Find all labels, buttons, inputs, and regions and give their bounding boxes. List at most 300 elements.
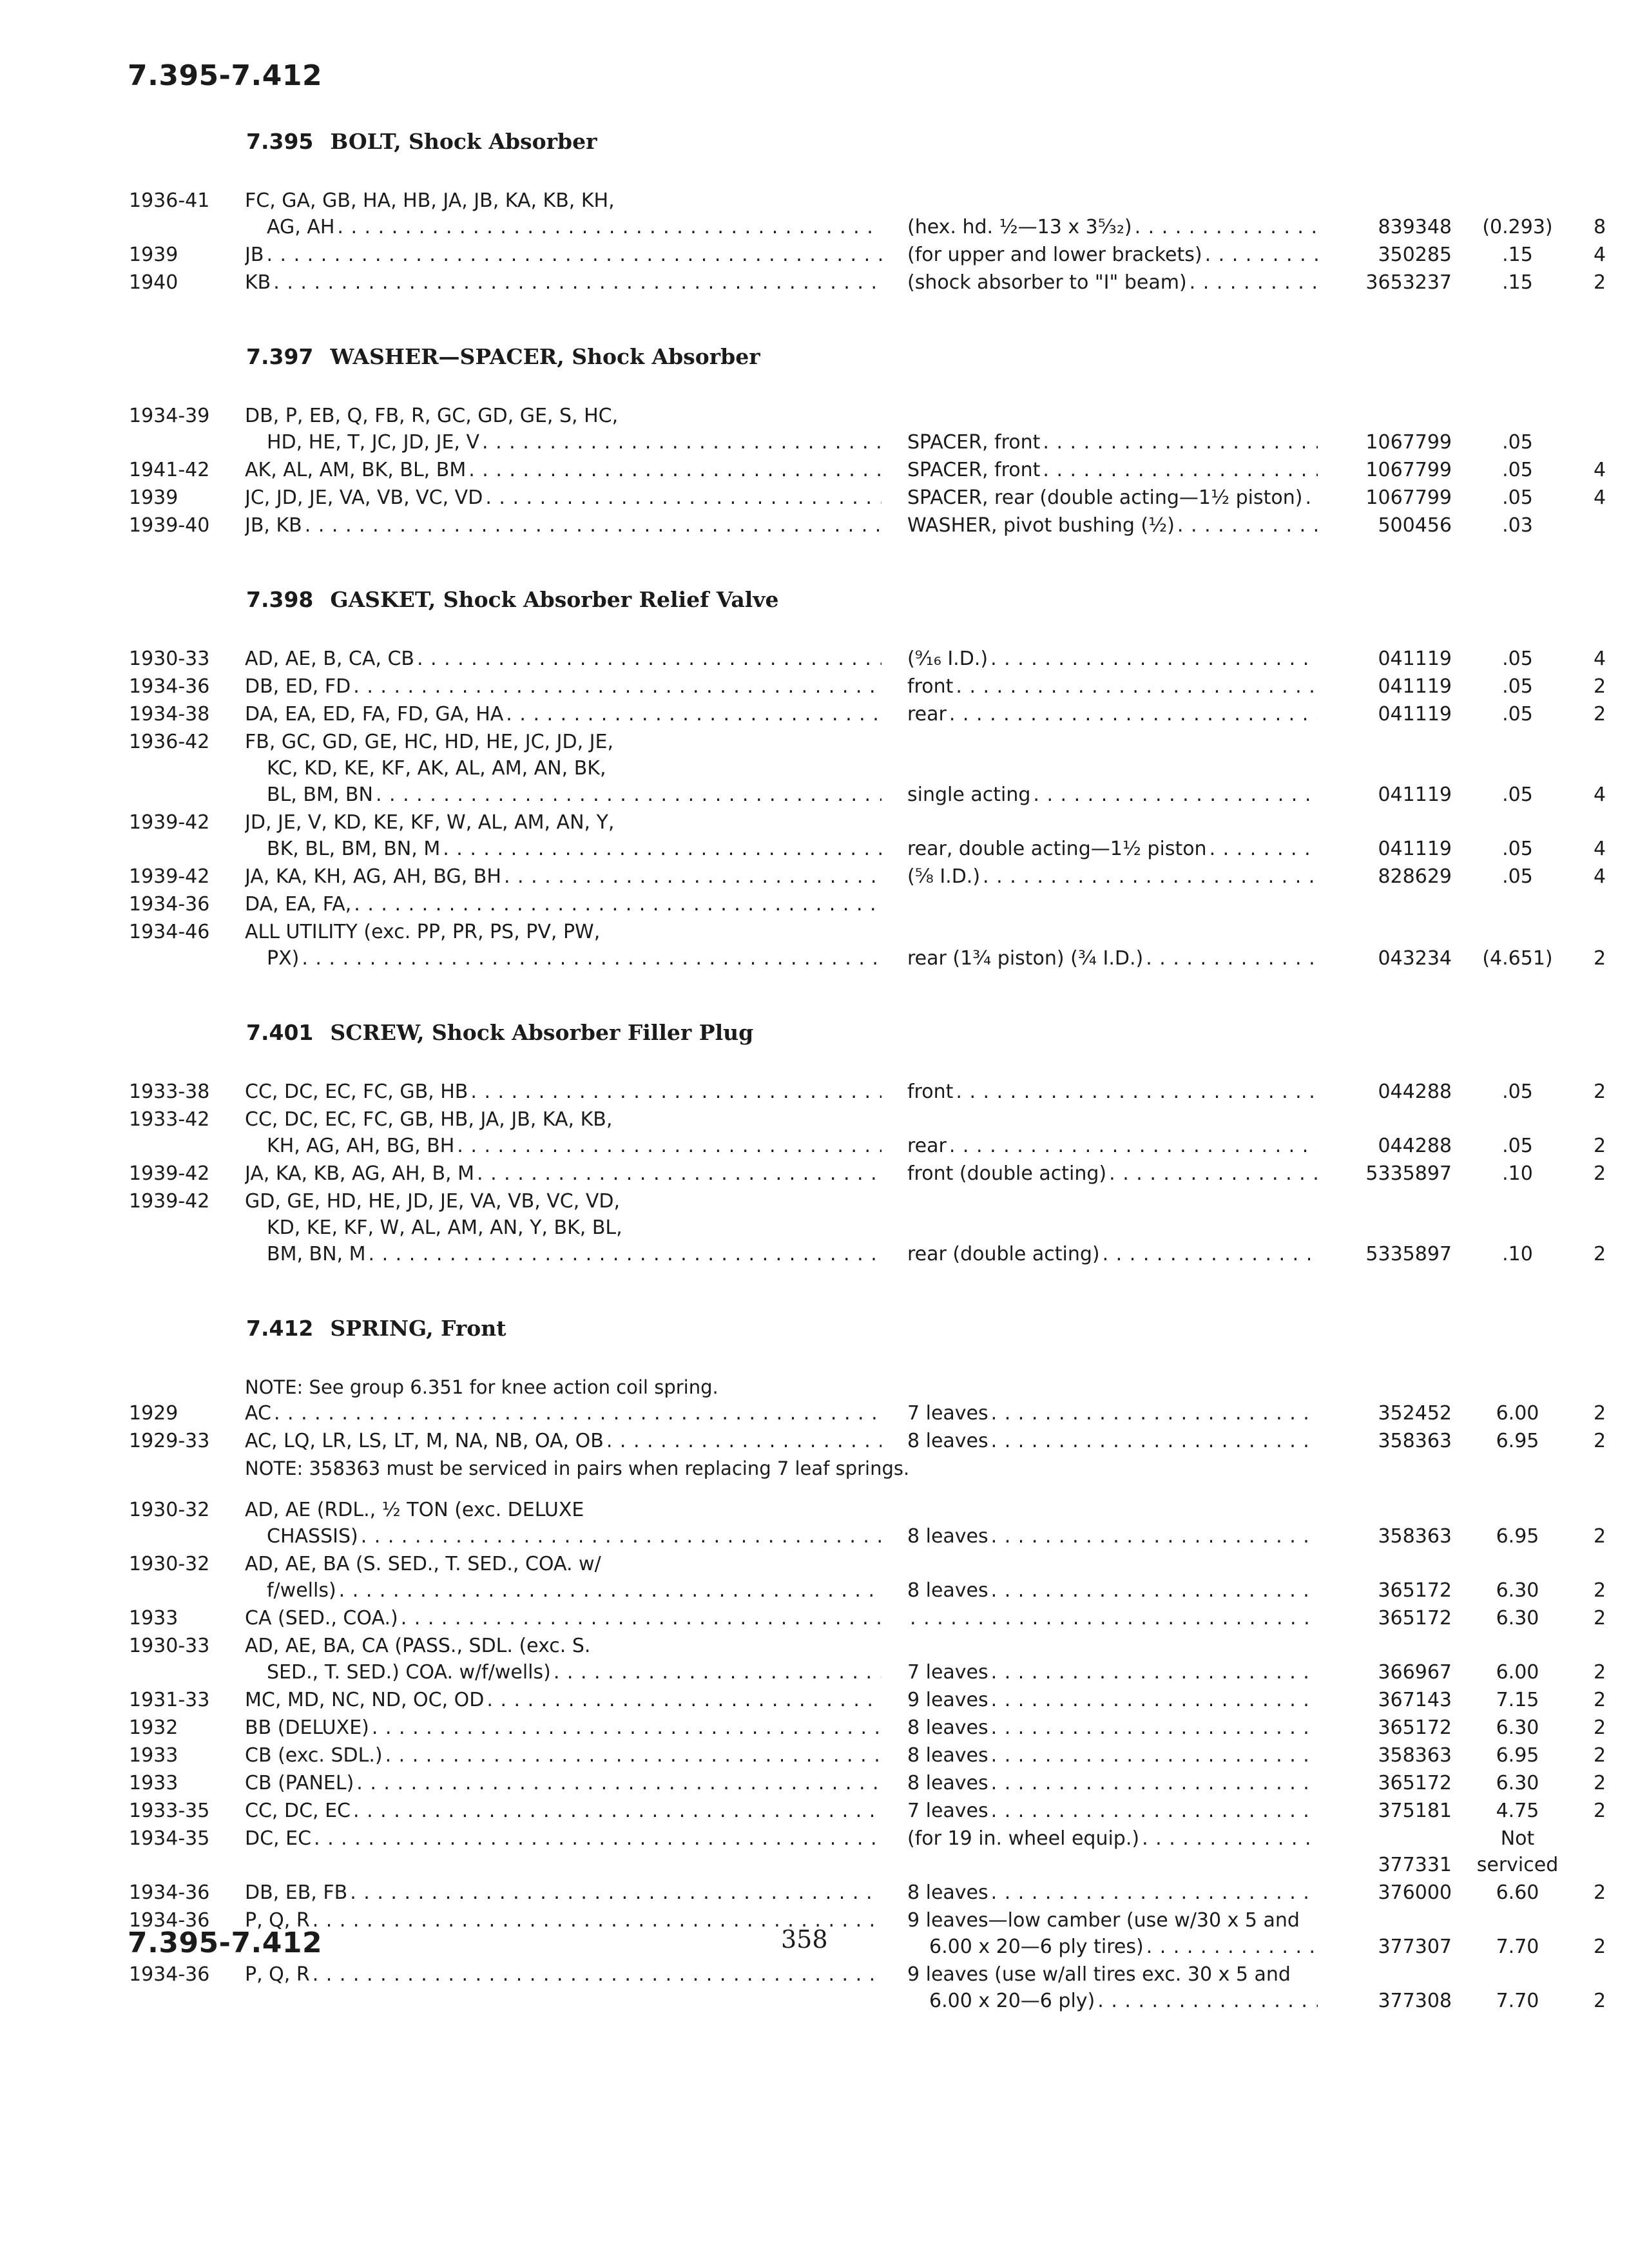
blank-line: [907, 755, 1318, 782]
line: [245, 1215, 882, 1241]
leader-dots: [1202, 242, 1318, 268]
part-number-cell: [1336, 863, 1466, 890]
leader-dots: [1040, 457, 1318, 483]
blank-line: [907, 187, 1318, 214]
leader-dots: [1139, 1825, 1318, 1852]
year-cell: 1929-33: [129, 1430, 210, 1452]
table-row: [129, 1961, 1629, 2014]
line: [245, 1523, 882, 1550]
line-text: SPACER, front: [907, 459, 1041, 481]
blank-line: [907, 1633, 1318, 1659]
table-row: [129, 1428, 1629, 1454]
line-text: 8 leaves: [907, 1716, 988, 1739]
description-cell: [907, 1188, 1336, 1267]
quantity: 2: [1593, 1881, 1606, 1904]
price-cell: [1466, 1633, 1569, 1686]
quantity-cell: [1569, 1742, 1629, 1769]
line: [907, 701, 1318, 727]
line: [245, 1241, 882, 1267]
line: [907, 1742, 1318, 1769]
quantity-cell: [1569, 1633, 1629, 1686]
year-cell: 1930-32: [129, 1499, 210, 1521]
part-number-cell: [1336, 891, 1466, 918]
section-heading: [246, 129, 1629, 154]
line-text: (hex. hd. ½—13 x 3⁵⁄₃₂): [907, 216, 1132, 238]
year-cell: 1932: [129, 1716, 178, 1739]
models-cell: [245, 1400, 907, 1427]
part-number: 041119: [1378, 703, 1452, 726]
price-cell: [1466, 1551, 1569, 1604]
description-cell: [907, 809, 1336, 862]
leader-dots: [953, 1079, 1318, 1105]
quantity: 2: [1593, 1744, 1606, 1767]
table-row: [129, 809, 1629, 862]
line: [907, 1687, 1318, 1713]
line-text: 8 leaves: [907, 1430, 988, 1452]
table-row: [129, 1825, 1629, 1878]
quantity: 2: [1593, 271, 1606, 294]
line-text: DB, EB, FB: [245, 1881, 348, 1904]
line-text: WASHER, pivot bushing (½): [907, 514, 1175, 537]
leader-dots: [366, 1241, 882, 1267]
quantity-cell: [1569, 1160, 1629, 1187]
line-text: DA, EA, ED, FA, FD, GA, HA: [245, 703, 504, 726]
year-cell: 1933-38: [129, 1081, 210, 1103]
quantity-cell: [1569, 1961, 1629, 2014]
price: .10: [1502, 1162, 1533, 1185]
line: [245, 1798, 882, 1824]
line-text: KD, KE, KF, W, AL, AM, AN, Y, BK, BL,: [267, 1216, 622, 1239]
quantity-cell: [1569, 1770, 1629, 1796]
table-row: [129, 1879, 1629, 1906]
line-text: 7 leaves: [907, 1800, 988, 1822]
line-text: CA (SED., COA.): [245, 1607, 398, 1629]
line-text: CC, DC, EC: [245, 1800, 351, 1822]
line: [907, 1907, 1318, 1934]
models-cell: [245, 1188, 907, 1267]
year-cell: 1933: [129, 1744, 178, 1767]
table-row: [129, 1605, 1629, 1631]
description-cell: [907, 269, 1336, 296]
price-cell: [1466, 1825, 1569, 1878]
description-cell: [907, 512, 1336, 539]
part-number: 839348: [1378, 216, 1452, 238]
year-cell: 1934-36: [129, 1963, 210, 1986]
line: [245, 1133, 882, 1159]
quantity: 2: [1593, 1402, 1606, 1425]
models-cell: [245, 646, 907, 672]
price-cell: [1466, 673, 1569, 700]
leader-dots: [398, 1605, 882, 1631]
blank-line: [907, 919, 1318, 945]
part-number-cell: [1336, 403, 1466, 456]
section-number: 7.412: [246, 1316, 314, 1341]
leader-dots: [354, 1770, 882, 1796]
leader-dots: [484, 1687, 882, 1713]
line: [245, 809, 882, 836]
part-number: 376000: [1378, 1881, 1452, 1904]
year-cell: 1934-36: [129, 1909, 210, 1932]
leader-dots: [1144, 1934, 1318, 1960]
line: [907, 1879, 1318, 1906]
quantity-cell: [1569, 809, 1629, 862]
line-text: 9 leaves (use w/all tires exc. 30 x 5 and: [907, 1963, 1291, 1986]
section-7-398: [0, 587, 1629, 972]
line: [245, 782, 882, 808]
leader-dots: [479, 429, 882, 456]
line: [907, 512, 1318, 539]
part-number: 5335897: [1365, 1243, 1452, 1265]
description-cell: [907, 485, 1336, 511]
year-cell: 1934-35: [129, 1827, 210, 1850]
line-text: AD, AE, BA (S. SED., T. SED., COA. w/: [245, 1553, 601, 1575]
line-text: (for upper and lower brackets): [907, 244, 1202, 266]
leader-dots: [264, 242, 882, 268]
line-text: KB: [245, 271, 271, 294]
part-number: 5335897: [1365, 1162, 1452, 1185]
models-cell: [245, 187, 907, 240]
models-cell: [245, 673, 907, 700]
models-cell: [245, 729, 907, 808]
quantity: 4: [1593, 648, 1606, 670]
quantity-cell: [1569, 1687, 1629, 1713]
price-cell: [1466, 1961, 1569, 2014]
part-number-cell: [1336, 919, 1466, 972]
leader-dots: [483, 485, 882, 511]
section-number: 7.395: [246, 129, 314, 154]
table-row: [129, 1742, 1629, 1769]
line: [907, 242, 1318, 268]
quantity-cell: [1569, 1715, 1629, 1741]
table-row: [129, 403, 1629, 456]
part-number: 1067799: [1365, 486, 1452, 509]
part-number: 365172: [1378, 1607, 1452, 1629]
line: [245, 945, 882, 972]
price-cell: [1466, 512, 1569, 539]
quantity: 2: [1593, 1430, 1606, 1452]
quantity-cell: [1569, 1428, 1629, 1454]
leader-dots: [988, 1742, 1318, 1769]
models-cell: [245, 1079, 907, 1105]
table-row: [129, 1907, 1629, 1960]
description-cell: [907, 919, 1336, 972]
leader-dots: [501, 863, 882, 890]
quantity-cell: [1569, 919, 1629, 972]
line-text: single acting: [907, 783, 1031, 806]
quantity-cell: [1569, 1825, 1629, 1878]
line-text: BK, BL, BM, BN, M: [267, 838, 441, 860]
line-text: front: [907, 675, 954, 698]
year-cell: 1930-33: [129, 1635, 210, 1657]
part-number: 358363: [1378, 1525, 1452, 1548]
price: .05: [1502, 1081, 1533, 1103]
price: .05: [1502, 838, 1533, 860]
quantity-cell: [1569, 1188, 1629, 1267]
description-cell: [907, 1106, 1336, 1159]
line-text: rear, double acting—1½ piston: [907, 838, 1207, 860]
catalog-body: [0, 129, 1629, 2062]
models-cell: [245, 919, 907, 972]
description-cell: [907, 1605, 1336, 1631]
part-number-cell: [1336, 1798, 1466, 1824]
line: [245, 1687, 882, 1713]
price-cell: [1466, 919, 1569, 972]
quantity: 2: [1593, 1800, 1606, 1822]
quantity-cell: [1569, 403, 1629, 456]
leader-dots: [454, 1133, 882, 1159]
line: [245, 1577, 882, 1604]
year-cell: 1934-38: [129, 703, 210, 726]
table-row: [129, 187, 1629, 240]
price-cell: [1466, 1907, 1569, 1960]
part-number: 350285: [1378, 244, 1452, 266]
models-cell: [245, 701, 907, 727]
line: [907, 1241, 1318, 1267]
quantity-cell: [1569, 891, 1629, 918]
models-cell: [245, 1798, 907, 1824]
section-heading: [246, 587, 1629, 612]
table-row: [129, 242, 1629, 268]
models-cell: [245, 1715, 907, 1741]
models-cell: [245, 403, 907, 456]
table-row: [129, 1687, 1629, 1713]
line: [245, 242, 882, 268]
price: (4.651): [1482, 947, 1553, 970]
line: [245, 836, 882, 862]
quantity: 4: [1593, 486, 1606, 509]
description-cell: [907, 891, 1336, 918]
line: [245, 1605, 882, 1631]
year-cell: 1930-32: [129, 1553, 210, 1575]
part-number-cell: [1336, 809, 1466, 862]
price: 6.95: [1496, 1430, 1539, 1452]
models-cell: [245, 512, 907, 539]
description-cell: [907, 1825, 1336, 1878]
leader-dots: [1132, 214, 1318, 240]
line: [907, 485, 1318, 511]
line-text: 8 leaves: [907, 1881, 988, 1904]
quantity-cell: [1569, 242, 1629, 268]
leader-dots: [414, 646, 882, 672]
leader-dots: [373, 782, 882, 808]
part-number-cell: [1336, 485, 1466, 511]
section-heading: [246, 344, 1629, 369]
quantity-cell: [1569, 673, 1629, 700]
year-cell: 1934-39: [129, 405, 210, 427]
leader-dots: [440, 836, 882, 862]
leader-dots: [503, 701, 882, 727]
table-row: [129, 673, 1629, 700]
part-number-cell: [1336, 701, 1466, 727]
leader-dots: [383, 1742, 882, 1769]
models-cell: [245, 269, 907, 296]
line-text: (⅝ I.D.): [907, 865, 981, 888]
part-number: 377331: [1378, 1854, 1452, 1876]
section-title: SPRING, Front: [330, 1316, 506, 1341]
leader-dots: [551, 1659, 882, 1686]
quantity: 2: [1593, 1661, 1606, 1684]
line-text: 8 leaves: [907, 1579, 988, 1602]
quantity-cell: [1569, 1798, 1629, 1824]
line: [245, 485, 882, 511]
line: [245, 919, 882, 945]
part-number-cell: [1336, 269, 1466, 296]
line-text: AD, AE (RDL., ½ TON (exc. DELUXE: [245, 1499, 584, 1521]
quantity-cell: [1569, 1551, 1629, 1604]
description-cell: [907, 673, 1336, 700]
line: [245, 1106, 882, 1133]
quantity-cell: [1569, 512, 1629, 539]
quantity: 2: [1593, 1936, 1606, 1958]
section-heading: [246, 1316, 1629, 1341]
line-text: CB (PANEL): [245, 1772, 354, 1794]
price-cell: [1466, 701, 1569, 727]
part-number-cell: [1336, 1106, 1466, 1159]
price-cell: [1466, 1687, 1569, 1713]
price: 6.00: [1496, 1661, 1539, 1684]
price-cell: [1466, 1079, 1569, 1105]
quantity-cell: [1569, 187, 1629, 240]
part-number: 041119: [1378, 675, 1452, 698]
line: [245, 646, 882, 672]
price: 7.70: [1496, 1936, 1539, 1958]
quantity-cell: [1569, 1497, 1629, 1550]
line-text: front: [907, 1081, 954, 1103]
quantity: 2: [1593, 675, 1606, 698]
year-cell: 1934-36: [129, 675, 210, 698]
quantity: 2: [1593, 1689, 1606, 1711]
leader-dots: [334, 214, 882, 240]
line-text: 6.00 x 20—6 ply tires): [929, 1936, 1144, 1958]
line: [907, 1160, 1318, 1187]
price: 6.95: [1496, 1525, 1539, 1548]
price: 6.00: [1496, 1402, 1539, 1425]
line: [907, 1961, 1318, 1988]
models-cell: [245, 809, 907, 862]
description-cell: [907, 1633, 1336, 1686]
line: [245, 863, 882, 890]
price: Not serviced: [1476, 1827, 1559, 1876]
part-number: 367143: [1378, 1689, 1452, 1711]
line-text: P, Q, R: [245, 1963, 310, 1986]
price: .05: [1502, 703, 1533, 726]
part-number: 365172: [1378, 1772, 1452, 1794]
leader-dots: [474, 1160, 882, 1187]
price: (0.293): [1482, 216, 1553, 238]
line: [907, 1659, 1318, 1686]
part-number-cell: [1336, 1770, 1466, 1796]
line-text: rear (double acting): [907, 1243, 1100, 1265]
description-cell: [907, 1961, 1336, 2014]
models-cell: [245, 863, 907, 890]
line: [907, 836, 1318, 862]
price-cell: [1466, 646, 1569, 672]
line-text: 8 leaves: [907, 1744, 988, 1767]
part-number: 041119: [1378, 648, 1452, 670]
line: [245, 1825, 882, 1852]
line-text: (⁹⁄₁₆ I.D.): [907, 648, 988, 670]
part-number-cell: [1336, 729, 1466, 808]
leader-dots: [988, 1687, 1318, 1713]
price: .05: [1502, 648, 1533, 670]
line-text: JD, JE, V, KD, KE, KF, W, AL, AM, AN, Y,: [245, 811, 615, 834]
line-text: DA, EA, FA,: [245, 893, 352, 916]
models-cell: [245, 1825, 907, 1878]
leader-dots: [1187, 269, 1318, 296]
price-cell: [1466, 809, 1569, 862]
models-cell: [245, 1961, 907, 2014]
line-text: SPACER, rear (double acting—1½ piston): [907, 486, 1303, 509]
line-text: JB: [245, 244, 264, 266]
year-cell: 1933-35: [129, 1800, 210, 1822]
year-cell: 1939-42: [129, 811, 210, 834]
price-cell: [1466, 242, 1569, 268]
table-row: [129, 457, 1629, 483]
description-cell: [907, 242, 1336, 268]
leader-dots: [299, 945, 882, 972]
line-text: rear: [907, 703, 947, 726]
line-text: BL, BM, BN: [267, 783, 373, 806]
year-cell: 1933: [129, 1772, 178, 1794]
table-row: [129, 919, 1629, 972]
part-number-cell: [1336, 1687, 1466, 1713]
line: [245, 187, 882, 214]
row-note: NOTE: 358363 must be serviced in pairs when replacing 7 leaf springs.: [245, 1457, 910, 1479]
leader-dots: [1040, 429, 1318, 456]
leader-dots: [988, 1523, 1318, 1550]
line-text: AK, AL, AM, BK, BL, BM: [245, 459, 467, 481]
part-number-cell: [1336, 242, 1466, 268]
price-cell: [1466, 1188, 1569, 1267]
description-cell: [907, 863, 1336, 890]
models-cell: [245, 891, 907, 918]
price: 7.15: [1496, 1689, 1539, 1711]
leader-dots: [988, 1659, 1318, 1686]
line-text: AD, AE, B, CA, CB: [245, 648, 414, 670]
description-cell: [907, 1798, 1336, 1824]
line: [907, 1133, 1318, 1159]
leader-dots: [468, 1079, 882, 1105]
line: [907, 1605, 1318, 1631]
table-row: [129, 701, 1629, 727]
leader-dots: [988, 1428, 1318, 1454]
blank-line: [907, 1188, 1318, 1215]
line-text: AC, LQ, LR, LS, LT, M, NA, NB, OA, OB: [245, 1430, 604, 1452]
price-cell: [1466, 1798, 1569, 1824]
part-number-cell: [1336, 512, 1466, 539]
part-number-cell: [1336, 1633, 1466, 1686]
line: [245, 1428, 882, 1454]
description-cell: [907, 187, 1336, 240]
price-cell: [1466, 403, 1569, 456]
models-cell: [245, 1160, 907, 1187]
line-text: DC, EC: [245, 1827, 312, 1850]
leader-dots: [1100, 1241, 1318, 1267]
line-text: 8 leaves: [907, 1525, 988, 1548]
line: [245, 891, 882, 918]
line-text: DB, P, EB, Q, FB, R, GC, GD, GE, S, HC,: [245, 405, 619, 427]
line-text: MC, MD, NC, ND, OC, OD: [245, 1689, 485, 1711]
table-row: [129, 646, 1629, 672]
year-cell: 1939: [129, 486, 178, 509]
line: [245, 403, 882, 429]
part-number-cell: [1336, 1188, 1466, 1267]
line: [245, 729, 882, 755]
price-cell: [1466, 1605, 1569, 1631]
section-note: NOTE: See group 6.351 for knee action coil spring.: [245, 1376, 718, 1398]
leader-dots: [310, 1961, 882, 1988]
price: .05: [1502, 675, 1533, 698]
